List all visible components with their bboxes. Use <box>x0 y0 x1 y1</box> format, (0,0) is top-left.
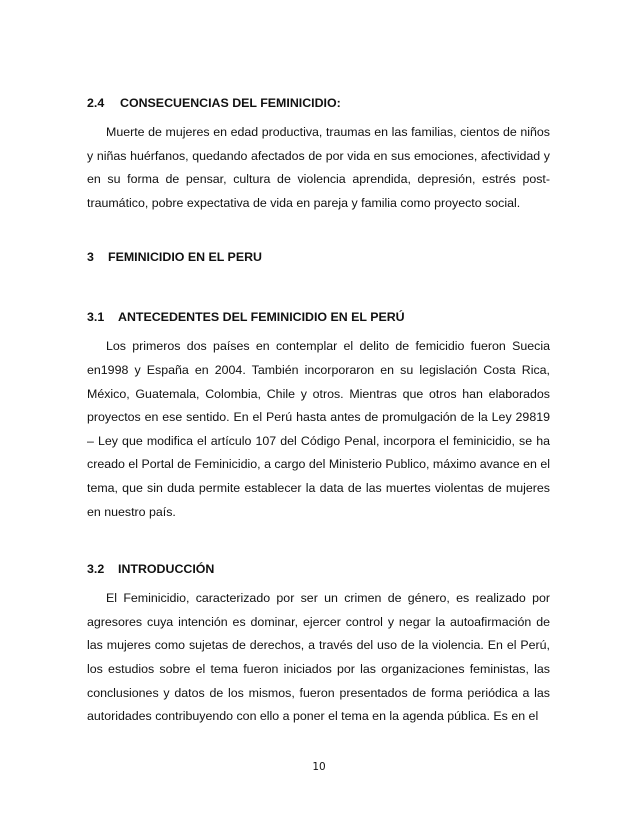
heading-title: FEMINICIDIO EN EL PERU <box>108 250 262 265</box>
heading-3-1 <box>87 309 550 325</box>
page-content <box>87 95 550 729</box>
heading-title: CONSECUENCIAS DEL FEMINICIDIO: <box>120 96 341 110</box>
heading-3 <box>87 249 550 265</box>
heading-number: 3.2 <box>87 562 105 577</box>
heading-number: 3 <box>87 250 94 265</box>
heading-title: ANTECEDENTES DEL FEMINICIDIO EN EL PERÚ <box>118 310 405 325</box>
paragraph-introduccion: El Feminicidio, caracterizado por ser un crimen de género, es realizado por agresores cuya intención es dominar, ejercer control y negar la autoafirmación de las mujeres como sujetas de derechos, a través del uso de la violencia. En el Perú, los estudios sobre el tema fueron iniciados por las organizaciones feministas, las conclusiones y datos de los mismos, fueron presentados de forma periódica a las autoridades contribuyendo con ello a poner el tema en la agenda pública. Es en el <box>87 591 550 724</box>
paragraph-consecuencias: Muerte de mujeres en edad productiva, traumas en las familias, cientos de niños y niñas huérfanos, quedando afectados de por vida en sus emociones, afectividad y en su forma de pensar, cultura de violencia aprendida, depresión, estrés post-traumático, pobre expectativa de vida en pareja y familia como proyecto social. <box>87 125 550 210</box>
heading-2-4 <box>87 95 550 111</box>
heading-number: 2.4 <box>87 96 105 110</box>
heading-3-2 <box>87 561 550 577</box>
page-number: 10 <box>312 761 326 773</box>
heading-number: 3.1 <box>87 310 105 325</box>
heading-title: INTRODUCCIÓN <box>118 562 215 577</box>
paragraph-antecedentes: Los primeros dos países en contemplar el delito de femicidio fueron Suecia en1998 y España en 2004. También incorporaron en su legislación Costa Rica, México, Guatemala, Colombia, Chile y otros. Mientras que otros han elaborados proyectos en ese sentido. En el Perú hasta antes de promulgación de la Ley 29819 – Ley que modifica el artículo 107 del Código Penal, incorpora el feminicidio, se ha creado el Portal de Feminicidio, a cargo del Ministerio Publico, máximo avance en el tema, que sin duda permite establecer la data de las muertes violentas de mujeres en nuestro país. <box>87 339 550 519</box>
